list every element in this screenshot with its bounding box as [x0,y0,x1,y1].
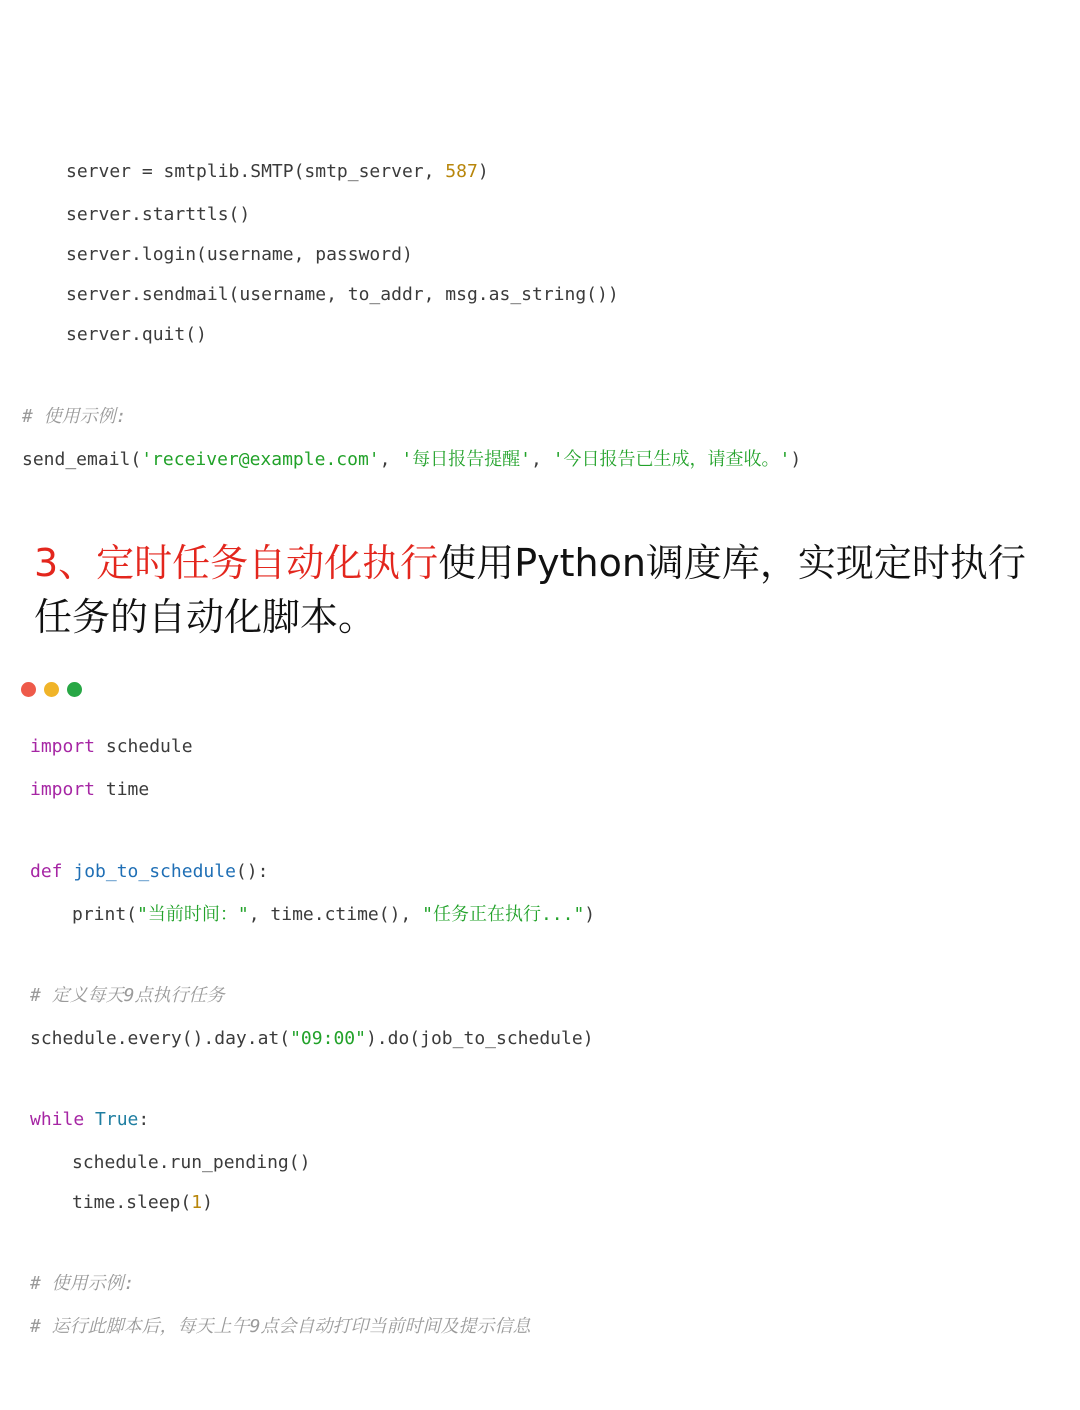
code-text: schedule [95,736,193,757]
code-text: server = smtplib.SMTP(smtp_server, [66,161,446,182]
string-literal: "当前时间：" [137,904,249,925]
string-literal: '每日报告提醒' [401,449,532,470]
code-line-login: server.login(username, password) [66,244,413,265]
code-text: : [138,1109,150,1130]
code-comment-example: # 使用示例: [22,406,127,427]
code-comment-description: # 运行此脚本后，每天上午9点会自动打印当前时间及提示信息 [30,1316,531,1337]
code-text: ) [202,1192,213,1213]
code-line-starttls: server.starttls() [66,204,251,225]
code-text: ) [477,161,489,182]
yellow-dot-icon [44,682,59,697]
string-literal: "09:00" [290,1028,366,1049]
code-line-run-pending: schedule.run_pending() [72,1152,311,1173]
code-line-quit: server.quit() [66,324,207,345]
code-text [84,1109,95,1130]
code-text: send_email( [22,449,142,470]
heading-text: 使用Python调度库，实现定时执行任务的自动化脚本。 [34,541,1026,639]
code-text: schedule.every().day.at( [30,1028,291,1049]
code-text: (): [235,861,269,882]
code-text: , time.ctime(), [248,904,423,925]
code-line-sleep [72,1191,213,1215]
code-line-sendmail: server.sendmail(username, to_addr, msg.as_string()) [66,284,619,305]
keyword: def [30,861,63,882]
code-comment-schedule: # 定义每天9点执行任务 [30,985,225,1006]
code-line-import-time [30,778,149,802]
number-literal: 587 [445,161,478,182]
number-literal: 1 [191,1192,203,1213]
code-line-smtp [66,160,489,184]
code-text: ) [790,449,802,470]
code-text: time [95,779,150,800]
code-text: print( [72,904,138,925]
code-text: , [531,449,553,470]
window-controls [21,682,82,697]
code-line-def [30,860,268,884]
red-dot-icon [21,682,36,697]
keyword: import [30,779,96,800]
code-comment-usage: # 使用示例: [30,1273,135,1294]
string-literal: "任务正在执行..." [422,904,585,925]
string-literal: 'receiver@example.com' [141,449,380,470]
code-text: time.sleep( [72,1192,192,1213]
code-line-every [30,1027,594,1051]
code-text: ).do(job_to_schedule) [365,1028,594,1049]
code-line-while [30,1108,149,1132]
keyword: while [30,1109,85,1130]
heading-highlight: 3、定时任务自动化执行 [34,541,439,585]
green-dot-icon [67,682,82,697]
function-name: job_to_schedule [73,861,236,882]
code-line-import-schedule [30,735,193,759]
section-heading [34,536,1044,644]
keyword: import [30,736,96,757]
code-line-print [72,903,595,927]
string-literal: '今日报告已生成，请查收。' [552,449,791,470]
code-text: , [379,449,402,470]
code-line-send-email [22,448,801,472]
code-text [63,861,74,882]
code-text: ) [584,904,596,925]
boolean-literal: True [95,1109,139,1130]
